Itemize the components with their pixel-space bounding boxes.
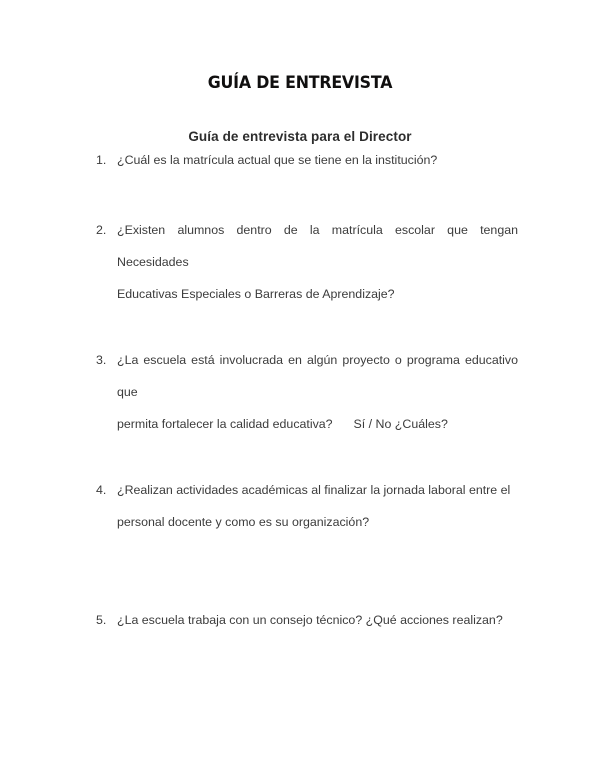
- question-number: 3.: [96, 353, 107, 367]
- question-line-tail: [117, 408, 518, 440]
- question-text: ¿Cuál es la matrícula actual que se tiene en la institución?: [117, 153, 438, 167]
- question-text: [117, 474, 518, 538]
- question-number: 1.: [96, 153, 107, 167]
- question-text: [117, 344, 518, 440]
- question-line: personal docente y como es su organización?: [117, 515, 370, 529]
- question-options: Sí / No ¿Cuáles?: [353, 417, 448, 431]
- list-item: [82, 214, 518, 310]
- question-number: 4.: [96, 483, 107, 497]
- question-line: ¿Existen alumnos dentro de la matrícula escolar que tengan Necesidades: [117, 223, 518, 269]
- list-item: [82, 144, 518, 176]
- question-line: Educativas Especiales o Barreras de Aprendizaje?: [117, 287, 395, 301]
- question-text: ¿La escuela trabaja con un consejo técnico? ¿Qué acciones realizan?: [117, 613, 503, 627]
- question-line: permita fortalecer la calidad educativa?: [117, 417, 333, 431]
- list-item: [82, 474, 518, 538]
- question-number: 5.: [96, 613, 107, 627]
- question-line: ¿La escuela está involucrada en algún proyecto o programa educativo que: [117, 353, 518, 399]
- list-item: [82, 344, 518, 440]
- question-line: ¿Realizan actividades académicas al finalizar la jornada laboral entre el: [117, 483, 511, 497]
- document-subtitle: Guía de entrevista para el Director: [188, 129, 412, 145]
- question-text: [117, 214, 518, 310]
- list-item: [82, 604, 518, 636]
- question-number: 2.: [96, 223, 107, 237]
- page-title: GUÍA DE ENTREVISTA: [207, 73, 393, 94]
